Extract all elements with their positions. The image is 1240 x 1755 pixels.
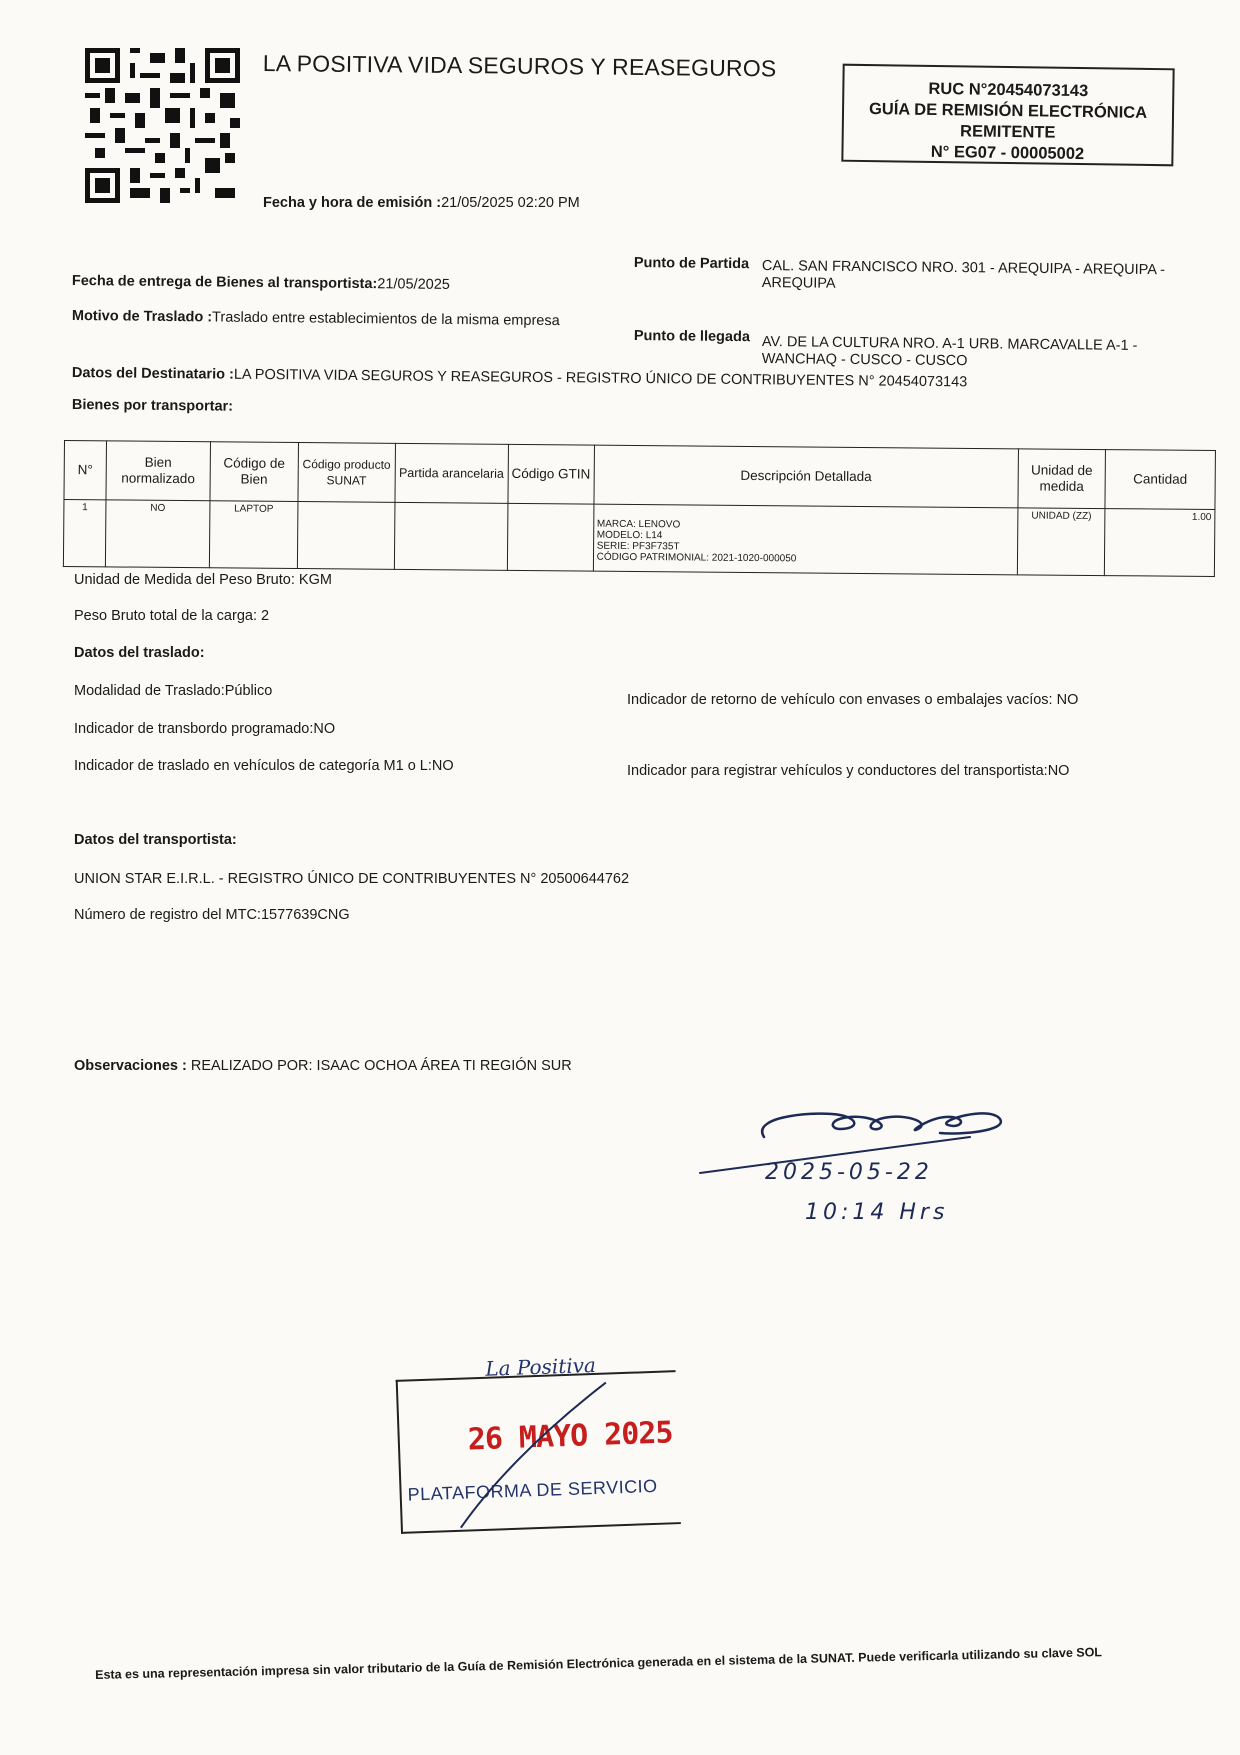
transbordo: Indicador de transbordo programado:NO bbox=[74, 721, 336, 737]
handwritten-date: 2025-05-22 bbox=[765, 1160, 933, 1185]
ruc-box bbox=[841, 64, 1174, 167]
cell-codigo-bien: LAPTOP bbox=[209, 501, 298, 569]
col-header: N° bbox=[64, 441, 106, 500]
col-header: Partida arancelaria bbox=[395, 443, 508, 503]
motivo-row: Motivo de Traslado :Traslado entre establecimientos de la misma empresa bbox=[71, 308, 560, 330]
col-header: Descripción Detallada bbox=[594, 445, 1019, 508]
reception-stamp bbox=[395, 1350, 681, 1538]
modalidad: Modalidad de Traslado:Público bbox=[74, 683, 273, 699]
handwritten-time: 10:14 Hrs bbox=[805, 1200, 949, 1225]
emission-value: 21/05/2025 02:20 PM bbox=[441, 195, 580, 211]
entrega-row: Fecha de entrega de Bienes al transportista:21/05/2025 bbox=[71, 273, 450, 293]
mtc-number: Número de registro del MTC:1577639CNG bbox=[74, 907, 350, 923]
stamp-signature bbox=[395, 1350, 681, 1538]
stamp-date: 26 MAYO 2025 bbox=[467, 1415, 674, 1458]
qr-code bbox=[85, 48, 240, 203]
transportista: UNION STAR E.I.R.L. - REGISTRO ÚNICO DE CONTRIBUYENTES N° 20500644762 bbox=[74, 871, 630, 887]
registrar-indicator: Indicador para registrar vehículos y conductores del transportista:NO bbox=[627, 763, 1070, 779]
traslado-title: Datos del traslado: bbox=[74, 645, 205, 661]
items-table bbox=[63, 440, 1216, 577]
cell-partida bbox=[394, 502, 508, 570]
emission-label: Fecha y hora de emisión : bbox=[263, 195, 442, 211]
ruc-line-4: N° EG07 - 00005002 bbox=[930, 142, 1085, 164]
company-name: LA POSITIVA VIDA SEGUROS Y REASEGUROS bbox=[262, 50, 777, 82]
table-header-row bbox=[64, 441, 1215, 510]
llegada-label: Punto de llegada bbox=[633, 328, 751, 346]
llegada-value: AV. DE LA CULTURA NRO. A-1 URB. MARCAVALLE A-1 - WANCHAQ - CUSCO - CUSCO bbox=[761, 334, 1138, 370]
partida-label: Punto de Partida bbox=[633, 255, 750, 273]
col-header: Código producto SUNAT bbox=[298, 443, 395, 503]
col-header: Código de Bien bbox=[210, 442, 298, 502]
cell-codigo-sunat bbox=[297, 502, 395, 570]
cell-description: MARCA: LENOVO MODELO: L14 SERIE: PF3F735T CÓDIGO PATRIMONIAL: 2021-1020-000050 bbox=[593, 504, 1018, 575]
col-header: Código GTIN bbox=[508, 444, 594, 504]
unidad-peso: Unidad de Medida del Peso Bruto: KGM bbox=[74, 572, 332, 588]
cell-cantidad: 1.00 bbox=[1104, 509, 1215, 577]
partida-value: CAL. SAN FRANCISCO NRO. 301 - AREQUIPA - AREQUIPA - AREQUIPA bbox=[761, 258, 1166, 292]
ruc-line-2: GUÍA DE REMISIÓN ELECTRÓNICA bbox=[868, 100, 1148, 122]
transportista-title: Datos del transportista: bbox=[74, 832, 237, 848]
m1-indicator: Indicador de traslado en vehículos de categoría M1 o L:NO bbox=[74, 758, 454, 774]
peso-total: Peso Bruto total de la carga: 2 bbox=[74, 608, 270, 624]
emission-date bbox=[263, 195, 580, 211]
stamp-platform: PLATAFORMA DE SERVICIO bbox=[407, 1475, 658, 1505]
col-header: Unidad de medida bbox=[1018, 449, 1105, 509]
stamp-logo: La Positiva bbox=[484, 1352, 597, 1381]
col-header: Bien normalizado bbox=[106, 441, 210, 501]
cell-gtin bbox=[507, 503, 594, 571]
cell-normalizado: NO bbox=[105, 500, 210, 568]
retorno-indicator: Indicador de retorno de vehículo con envases o embalajes vacíos: NO bbox=[627, 692, 1079, 708]
cell-unidad: UNIDAD (ZZ) bbox=[1017, 508, 1105, 576]
ruc-line-3: REMITENTE bbox=[959, 122, 1056, 142]
bienes-label: Bienes por transportar: bbox=[71, 397, 234, 415]
ruc-line-1: RUC N°20454073143 bbox=[928, 79, 1089, 101]
cell-n: 1 bbox=[63, 500, 106, 567]
observaciones: Observaciones : REALIZADO POR: ISAAC OCHOA ÁREA TI REGIÓN SUR bbox=[74, 1058, 572, 1074]
table-row bbox=[63, 500, 1215, 577]
col-header: Cantidad bbox=[1105, 450, 1215, 510]
footer-note: Esta es una representación impresa sin valor tributario de la Guía de Remisión Electrónica generada en el sistema de la SUNAT. Puede verificarla utilizando su clave SOL bbox=[95, 1645, 1103, 1682]
destinatario-row: Datos del Destinatario :LA POSITIVA VIDA SEGUROS Y REASEGUROS - REGISTRO ÚNICO DE CONTRIBUYENTES N° 20454073143 bbox=[71, 365, 968, 391]
